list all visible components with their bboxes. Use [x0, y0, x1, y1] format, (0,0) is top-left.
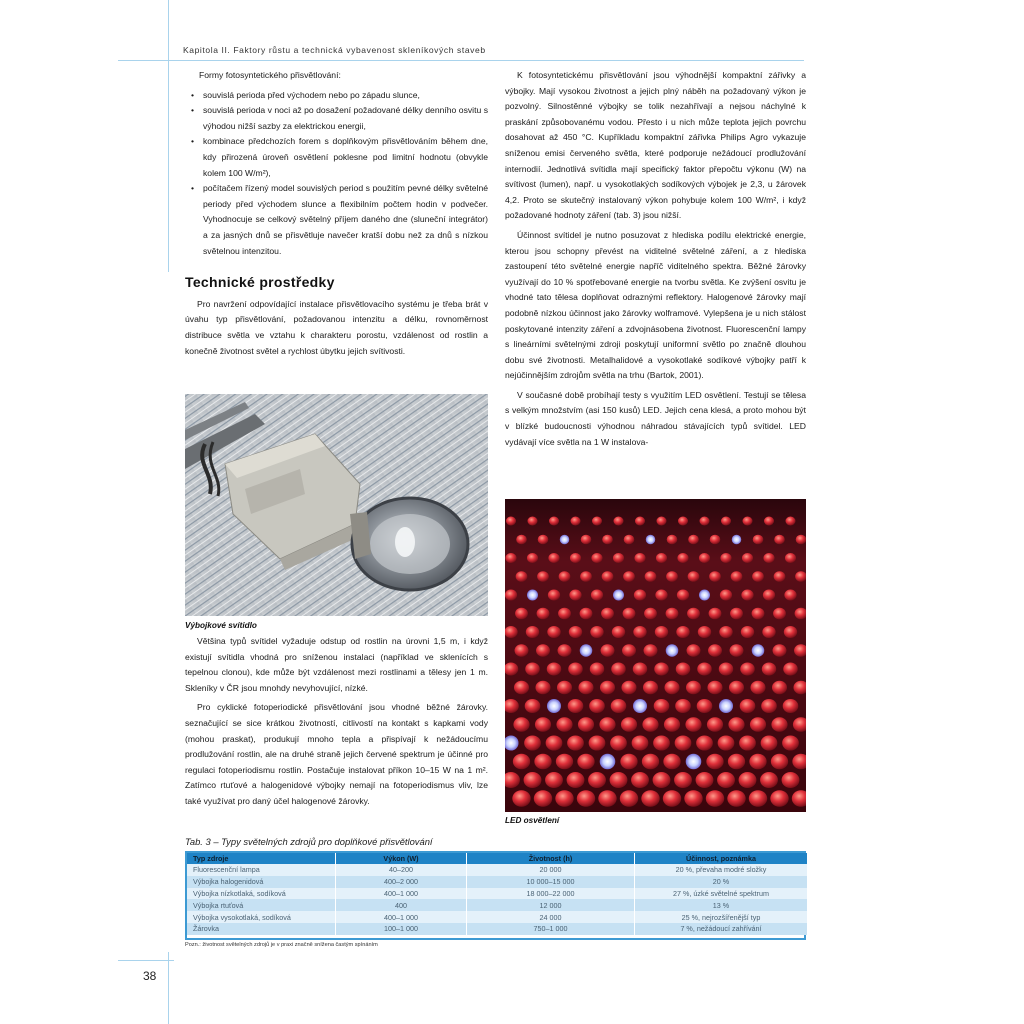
red-led	[569, 626, 582, 638]
red-led	[506, 517, 516, 526]
red-led	[588, 772, 606, 788]
red-led	[675, 735, 692, 750]
red-led	[559, 571, 571, 582]
red-led	[515, 608, 528, 620]
red-led	[558, 644, 572, 657]
red-led	[516, 535, 527, 545]
red-led	[727, 790, 745, 807]
red-led	[513, 717, 529, 732]
red-led	[752, 571, 764, 582]
red-led	[514, 681, 529, 695]
table-row	[187, 876, 808, 888]
red-led	[577, 790, 595, 807]
red-led	[664, 681, 679, 695]
red-led	[515, 644, 529, 657]
red-led	[731, 571, 743, 582]
photo-caption-discharge-lamp: Výbojkové svítidlo	[185, 621, 257, 630]
red-led	[557, 681, 572, 695]
red-led	[774, 571, 786, 582]
red-led	[710, 535, 721, 545]
paragraph: Účinnost svítidel je nutno posuzovat z hlediska podílu elektrické energie, kterou jsou schopny převést na viditelné světelné záření, a z hlediska zastoupení této světelné energie napříč viditelného spektra. Běžné žárovky využívají do 10 % spotřebované energie na tvorbu světla. Ke zvýšení osvitu je vhodné tato tělesa doplňovat odraznými reflektory. Halogenové žárovky mají podobně nízkou účinnost jako žárovky wolframové. Vylepšena je u nich stálost poskytované intenzity záření a zdvojnásobena životnost. Fluorescenční lampy s lineárními světelnými zdroji poskytují uniformní světlo po značně dlouhou dobu své životnosti. Metalhalidové a vysokotlaké sodíkové výbojky patří k nejúčinnějším zdrojům světla na trhu (Bartok, 2001).	[505, 229, 806, 381]
red-led	[720, 553, 731, 563]
red-led	[644, 608, 657, 620]
red-led	[599, 717, 615, 732]
red-led	[774, 535, 785, 545]
red-led	[749, 790, 767, 807]
red-led	[728, 717, 744, 732]
red-led	[568, 699, 584, 713]
table-cell: Výbojka rtuťová	[187, 899, 336, 911]
blue-led	[686, 754, 702, 770]
table-row	[187, 899, 808, 911]
red-led	[728, 754, 745, 770]
blue-led	[560, 535, 570, 545]
blue-led	[613, 589, 624, 600]
red-led	[577, 754, 594, 770]
red-led	[739, 772, 757, 788]
red-led	[655, 626, 668, 638]
red-led	[602, 571, 614, 582]
red-led	[677, 553, 688, 563]
red-led	[589, 699, 605, 713]
paragraph: V současné době probíhají testy s využitím LED osvětlení. Testují se tělesa s velkým množstvím (asi 150 kusů) LED. Jejich cena klesá, a proto mohou být v blízké budoucnosti výhodnou náhradou stávajících typů svítidel. LED vydávají více světla na 1 W instalova-	[505, 389, 806, 447]
red-led	[571, 517, 581, 526]
table-header-row	[187, 853, 808, 864]
red-led	[675, 699, 691, 713]
red-led	[741, 626, 754, 638]
red-led	[620, 754, 637, 770]
red-led	[743, 517, 753, 526]
red-led	[591, 553, 602, 563]
red-led	[516, 571, 528, 582]
red-led	[764, 517, 774, 526]
red-led	[676, 626, 689, 638]
red-led	[610, 735, 627, 750]
red-led	[610, 772, 628, 788]
red-led	[664, 717, 680, 732]
red-led	[580, 571, 592, 582]
red-led	[782, 772, 800, 788]
table-cell: 18 000–22 000	[467, 888, 635, 900]
table-header-cell: Účinnost, poznámka	[635, 853, 808, 864]
table-cell: 400–1 000	[336, 911, 467, 923]
red-led	[783, 662, 797, 675]
photo-caption-led: LED osvětlení	[505, 816, 560, 825]
red-led	[643, 681, 658, 695]
red-led	[528, 517, 538, 526]
red-led	[534, 790, 552, 807]
red-led	[546, 735, 563, 750]
red-led	[525, 662, 539, 675]
red-led	[547, 626, 560, 638]
red-led	[611, 699, 627, 713]
red-led	[567, 772, 585, 788]
red-led	[741, 589, 753, 600]
intro-line: Formy fotosyntetického přisvětlování:	[199, 70, 341, 80]
red-led	[696, 772, 714, 788]
red-led	[762, 626, 775, 638]
red-led	[783, 699, 799, 713]
table-cell: Výbojka halogenidová	[187, 876, 336, 888]
blue-led	[752, 644, 765, 657]
red-led	[667, 535, 678, 545]
red-led	[784, 589, 796, 600]
red-led	[526, 626, 539, 638]
red-led	[706, 790, 724, 807]
blue-led	[666, 644, 679, 657]
red-led	[545, 772, 563, 788]
page-rule-vertical-bottom	[168, 952, 169, 1024]
blue-led	[527, 589, 538, 600]
red-led	[633, 662, 647, 675]
red-led	[600, 681, 615, 695]
red-led	[729, 681, 744, 695]
red-led	[527, 553, 538, 563]
red-led	[763, 553, 774, 563]
red-led	[580, 608, 593, 620]
table-cell: 20 %	[635, 876, 808, 888]
red-led	[592, 517, 602, 526]
table-row	[187, 864, 808, 876]
red-led	[611, 662, 625, 675]
red-led	[654, 662, 668, 675]
red-led	[534, 754, 551, 770]
table-cell: 13 %	[635, 899, 808, 911]
red-led	[761, 699, 777, 713]
table-cell: 25 %, nejrozšířenější typ	[635, 911, 808, 923]
header-rule	[118, 60, 804, 61]
red-led	[773, 608, 786, 620]
bullet-list	[185, 88, 488, 260]
table-title: Tab. 3 – Typy světelných zdrojů pro doplňkové přisvětlování	[185, 836, 433, 847]
red-led	[656, 553, 667, 563]
red-led	[666, 608, 679, 620]
red-led	[742, 553, 753, 563]
table-cell: 24 000	[467, 911, 635, 923]
table-cell: 100–1 000	[336, 923, 467, 935]
bullet-item: • souvislá perioda před východem nebo po západu slunce,	[203, 88, 488, 104]
red-led	[700, 517, 710, 526]
photo-discharge-lamp	[185, 394, 488, 616]
red-led	[535, 717, 551, 732]
red-led	[685, 717, 701, 732]
red-led	[674, 772, 692, 788]
red-led	[740, 662, 754, 675]
red-led	[721, 517, 731, 526]
paragraph: Pro cyklické fotoperiodické přisvětlování jsou vhodné běžné žárovky. seznačující se sice krátkou životností, citlivostí na kontakt s kapkami vody (mohou praskat), produkují mnoho tepla a přispívají k nežádoucímu prodlužování rostlin, ale na druhé straně jejich červené spektrum je účinné pro regulaci fotoperiodismu rostlin. Postačuje instalovat příkon 10–15 W na 1 m². Zatímco rtuťové a halogenidové výbojky nemají na fotoperiodismus vliv, lze také využívat pro daný účel halogenové žárovky.	[185, 702, 488, 806]
red-led	[624, 535, 635, 545]
bullet-item: • kombinace předchozích forem s doplňkovým přisvětlováním během dne, kdy přirozená úroveň osvětlení poklesne pod limitní hodnotu (obvykle kolem 100 W/m²),	[203, 134, 488, 181]
blue-led	[547, 699, 561, 713]
red-led	[663, 790, 681, 807]
red-led	[771, 717, 787, 732]
red-led	[653, 735, 670, 750]
red-led	[740, 699, 756, 713]
red-led	[750, 681, 765, 695]
red-led	[719, 626, 732, 638]
red-led	[653, 772, 671, 788]
table-header-cell: Typ zdroje	[187, 853, 336, 864]
red-led	[749, 754, 766, 770]
red-led	[613, 553, 624, 563]
footer-rule	[118, 960, 174, 961]
red-led	[676, 662, 690, 675]
red-led	[536, 644, 550, 657]
red-led	[513, 754, 530, 770]
table-cell: Žárovka	[187, 923, 336, 935]
red-led	[688, 535, 699, 545]
red-led	[621, 681, 636, 695]
red-led	[537, 608, 550, 620]
red-led	[505, 553, 516, 563]
red-led	[696, 735, 713, 750]
red-led	[602, 535, 613, 545]
red-led	[770, 790, 788, 807]
red-led	[569, 589, 581, 600]
table-header-cell: Životnost (h)	[467, 853, 635, 864]
red-led	[614, 517, 624, 526]
table-cell: 750–1 000	[467, 923, 635, 935]
table-cell: 20 000	[467, 864, 635, 876]
red-led	[567, 735, 584, 750]
left-column-bottom	[185, 634, 488, 814]
page-rule-vertical-top	[168, 0, 169, 272]
bullet-item: • souvislá perioda v noci až po dosažení požadované délky denního osvitu s výhodou nižší sazby za elektrickou energii,	[203, 103, 488, 134]
red-led	[730, 608, 743, 620]
red-led	[771, 754, 788, 770]
red-led	[785, 553, 796, 563]
table-cell: 400–1 000	[336, 888, 467, 900]
red-led	[698, 626, 711, 638]
red-led	[642, 717, 658, 732]
red-led	[699, 553, 710, 563]
red-led	[642, 754, 659, 770]
red-led	[707, 717, 723, 732]
red-led	[590, 662, 604, 675]
red-led	[763, 589, 775, 600]
red-led	[657, 517, 667, 526]
table-cell: Výbojka vysokotlaká, sodíková	[187, 911, 336, 923]
blue-led	[719, 699, 733, 713]
red-led	[620, 790, 638, 807]
table-cell: 10 000–15 000	[467, 876, 635, 888]
red-led	[645, 571, 657, 582]
table-row	[187, 888, 808, 900]
light-sources-table	[187, 853, 808, 935]
blue-led	[633, 699, 647, 713]
red-led	[762, 662, 776, 675]
red-led	[623, 608, 636, 620]
red-led	[589, 735, 606, 750]
red-led	[687, 608, 700, 620]
table-cell: 400–2 000	[336, 876, 467, 888]
red-led	[697, 662, 711, 675]
red-led	[555, 790, 573, 807]
red-led	[663, 754, 680, 770]
red-led	[709, 571, 721, 582]
right-column	[505, 68, 806, 454]
red-led	[549, 517, 559, 526]
paragraph: K fotosyntetickému přisvětlování jsou výhodnější kompaktní zářivky a výbojky. Mají vysokou životnost a jejich plný náběh na požadovaný výkon je pozvolný. Silnostěnné výbojky se tolik nezahřívají a nejsou náchylné k praskání způsobovanému vodou. Přesto i u nich může teplota jejich povrchu dosahovat až 450 °C. Kupříkladu kompaktní zářivka Philips Agro vykazuje sníženou emisi červeného světla, které podporuje nežádoucí prodlužování internodií. Jednotlivá svítidla mají specifický faktor přepočtu výkonu (W) na svítivost (lumen), např. u vysokotlakých sodíkových výbojek je 2,3, u žárovek 4,2. Proto se skutečný instalovaný výkon pohybuje kolem 100 W/m², i když požadované hodnoty záření (tab. 3) jsou nižší.	[505, 70, 806, 221]
red-led	[654, 699, 670, 713]
red-led	[548, 553, 559, 563]
red-led	[634, 553, 645, 563]
red-led	[547, 662, 561, 675]
red-led	[635, 517, 645, 526]
red-led	[570, 553, 581, 563]
table-frame	[185, 851, 806, 940]
blue-led	[600, 754, 616, 770]
red-led	[786, 517, 796, 526]
red-led	[718, 735, 735, 750]
blue-led	[732, 535, 742, 545]
red-led	[784, 626, 797, 638]
photo-led-lighting	[505, 499, 806, 812]
red-led	[697, 699, 713, 713]
red-led	[688, 571, 700, 582]
red-led	[556, 754, 573, 770]
red-led	[632, 735, 649, 750]
red-led	[684, 790, 702, 807]
left-column-top	[185, 68, 488, 363]
red-led	[590, 626, 603, 638]
red-led	[720, 589, 732, 600]
red-led	[644, 644, 658, 657]
red-led	[601, 644, 615, 657]
red-led	[739, 735, 756, 750]
paragraph: Většina typů svítidel vyžaduje odstup od rostlin na úrovni 1,5 m, i když existují svítidla vhodná pro sníženou instalaci (například ve sklenících s tepelnou clonou), kde může být vzdálenost mezi rostlinami a tělesy jen 1 m. Skleníky v ČR jsou mnohdy nevyhovující, nízké.	[185, 636, 488, 693]
red-led	[709, 608, 722, 620]
section-title: Technické prostředky	[185, 274, 335, 291]
red-led	[677, 589, 689, 600]
red-led	[598, 790, 616, 807]
red-led	[750, 717, 766, 732]
table-row	[187, 923, 808, 935]
running-header: Kapitola II. Faktory růstu a technická vybavenost skleníkových staveb	[183, 45, 486, 55]
red-led	[782, 735, 799, 750]
red-led	[666, 571, 678, 582]
table-cell: 12 000	[467, 899, 635, 911]
section-paragraph: Pro navržení odpovídající instalace přisvětlovacího systému je třeba brát v úvahu typ přisvětlování, požadovanou intenzitu a délku, rovnoměrnost distribuce světla ve vztahu k charakteru porostu, vzdálenost od rostlin a konečně životnost světel a rychlost úbytku jejich svítivosti.	[185, 298, 488, 356]
red-led	[730, 644, 744, 657]
red-led	[535, 681, 550, 695]
table-cell: 40–200	[336, 864, 467, 876]
table-cell: Výbojka nízkotlaká, sodíková	[187, 888, 336, 900]
red-led	[761, 735, 778, 750]
red-led	[772, 681, 787, 695]
red-led	[568, 662, 582, 675]
table-cell: Fluorescenční lampa	[187, 864, 336, 876]
red-led	[558, 608, 571, 620]
red-led	[621, 717, 637, 732]
red-led	[753, 535, 764, 545]
red-led	[578, 717, 594, 732]
red-led	[622, 644, 636, 657]
red-led	[537, 571, 549, 582]
red-led	[633, 626, 646, 638]
red-led	[708, 644, 722, 657]
table-row	[187, 911, 808, 923]
table-header-cell: Výkon (W)	[336, 853, 467, 864]
red-led	[524, 772, 542, 788]
red-led	[634, 589, 646, 600]
red-led	[655, 589, 667, 600]
red-led	[760, 772, 778, 788]
red-led	[591, 589, 603, 600]
red-led	[678, 517, 688, 526]
table-cell: 27 %, úzké světelné spektrum	[635, 888, 808, 900]
red-led	[556, 717, 572, 732]
red-led	[524, 735, 541, 750]
red-led	[719, 662, 733, 675]
red-led	[548, 589, 560, 600]
red-led	[631, 772, 649, 788]
red-led	[601, 608, 614, 620]
blue-led	[646, 535, 656, 545]
red-led	[707, 681, 722, 695]
red-led	[686, 681, 701, 695]
red-led	[752, 608, 765, 620]
red-led	[512, 790, 530, 807]
red-led	[641, 790, 659, 807]
blue-led	[699, 589, 710, 600]
red-led	[578, 681, 593, 695]
bullet-item: • počítačem řízený model souvislých period s použitím pevné délky světelné periody před východem slunce a flexibilním počtem hodin v podvečer. Vyhodnocuje se celkový světelný příjem daného dne (sluneční integrátor) a za jasných dnů se přisvětluje navečer kratší dobu než za dnů s nízkou světelnou intenzitou.	[203, 181, 488, 259]
red-led	[581, 535, 592, 545]
red-led	[538, 535, 549, 545]
red-led	[525, 699, 541, 713]
red-led	[796, 535, 806, 545]
table-cell: 7 %, nežádoucí zahřívání	[635, 923, 808, 935]
table-note: Pozn.: životnost světelných zdrojů je v praxi značně snížena častým spínáním	[185, 942, 378, 948]
page-number: 38	[143, 969, 157, 983]
red-led	[623, 571, 635, 582]
red-led	[706, 754, 723, 770]
red-led	[505, 589, 517, 600]
red-led	[687, 644, 701, 657]
table-cell: 400	[336, 899, 467, 911]
red-led	[717, 772, 735, 788]
table-cell: 20 %, převaha modré složky	[635, 864, 808, 876]
red-led	[773, 644, 787, 657]
blue-led	[580, 644, 593, 657]
red-led	[612, 626, 625, 638]
